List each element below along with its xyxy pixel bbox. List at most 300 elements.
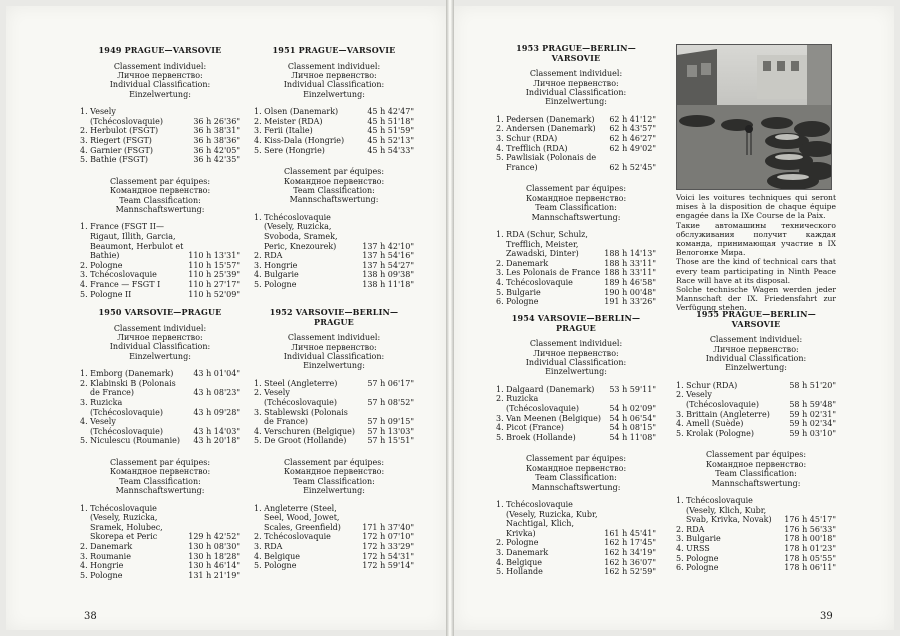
ranking-row <box>80 155 240 165</box>
entrant-name: 2. Tchécoslovaquie <box>254 532 331 542</box>
finish-time: 57 h 15'51" <box>367 436 414 446</box>
race-title: 1951 PRAGUE—VARSOVIE <box>272 45 396 55</box>
entrant-name: 2. Danemark <box>496 258 549 268</box>
ranking-row <box>496 500 656 538</box>
header-line: Individual Classification: <box>283 80 385 90</box>
entrant-name: 1. RDA (Schur, Schulz, Trefflich, Meister, Zawadski, Dinter) <box>496 230 588 259</box>
finish-time: 130 h 18'28" <box>188 551 240 561</box>
race-block-1954 <box>496 314 656 577</box>
entrant-name: 1. Angleterre (Steel, Seel, Wood, Jowet, Scales, Greenfield) <box>254 503 341 532</box>
finish-time: 110 h 27'17" <box>188 279 240 289</box>
finish-time: 162 h 36'07" <box>604 557 656 567</box>
ranking-row <box>80 290 240 300</box>
finish-time: 138 h 11'18" <box>362 279 414 289</box>
entrant-name: 5. Pologne <box>254 279 297 289</box>
race-block-1953 <box>496 44 656 307</box>
header-line: Einzelwertung: <box>545 367 607 377</box>
header-line: Einzelwertung: <box>129 351 191 361</box>
entrant-name: 3. Ruzicka (Tchécoslovaquie) <box>80 398 163 417</box>
finish-time: 58 h 51'20" <box>789 380 836 390</box>
team-header <box>254 167 414 205</box>
header-line: Командное первенство: <box>109 467 211 477</box>
finish-time: 190 h 00'48" <box>604 287 656 297</box>
entrant-name: 4. Hongrie <box>80 561 124 571</box>
ranking-row <box>80 107 240 126</box>
entrant-name: 4. Bulgarie <box>254 270 299 280</box>
individual-ranking <box>80 107 240 165</box>
finish-time: 43 h 09'28" <box>193 407 240 417</box>
ranking-row <box>80 136 240 146</box>
entrant-name: 3. Tchécoslovaquie <box>80 270 157 280</box>
finish-time: 58 h 59'48" <box>789 400 836 409</box>
finish-time: 57 h 08'52" <box>367 398 414 407</box>
race-block-1950 <box>80 308 240 580</box>
individual-header <box>496 69 656 107</box>
individual-header <box>80 62 240 100</box>
header-line: Командное первенство: <box>525 193 627 203</box>
finish-time: 62 h 49'02" <box>609 143 656 153</box>
finish-time: 178 h 05'55" <box>784 553 836 563</box>
page-number-left: 38 <box>84 611 97 622</box>
ranking-row <box>496 268 656 278</box>
ranking-row <box>254 126 414 136</box>
ranking-row <box>254 251 414 261</box>
header-line: Classement individuel: <box>287 61 381 71</box>
ranking-row <box>80 398 240 417</box>
finish-time: 188 h 33'11" <box>604 268 656 278</box>
finish-time: 162 h 34'19" <box>604 547 656 557</box>
ranking-row <box>254 542 414 552</box>
entrant-name: 1. Tchécoslovaquie (Vesely, Ruzicka, Svoboda, Sramek, Peric, Knezourek) <box>254 212 338 251</box>
finish-time: 62 h 52'45" <box>609 162 656 172</box>
ranking-row <box>254 504 414 533</box>
finish-time: 110 h 25'39" <box>188 270 240 280</box>
race-title: 1952 VARSOVIE—BERLIN—PRAGUE <box>269 307 399 327</box>
header-line: Classement individuel: <box>529 339 623 349</box>
finish-time: 57 h 13'03" <box>367 426 414 436</box>
ranking-row <box>496 134 656 144</box>
ranking-row <box>254 270 414 280</box>
race-title: 1949 PRAGUE—VARSOVIE <box>98 45 222 55</box>
header-line: Individual Classification: <box>705 354 807 363</box>
finish-time: 178 h 00'18" <box>784 534 836 544</box>
individual-ranking <box>254 107 414 155</box>
finish-time: 172 h 54'31" <box>362 551 414 561</box>
ranking-row <box>254 436 414 446</box>
entrant-name: 5. Bathie (FSGT) <box>80 155 149 165</box>
entrant-name: 3. Stablewski (Polonais de France) <box>254 407 348 427</box>
header-line: Mannschaftswertung: <box>115 486 205 496</box>
header-line: Mannschaftswertung: <box>531 212 621 222</box>
entrant-name: 1. Emborg (Danemark) <box>80 369 174 379</box>
finish-time: 161 h 45'41" <box>604 528 656 538</box>
individual-header <box>254 333 414 371</box>
ranking-row <box>80 126 240 136</box>
ranking-row <box>676 381 836 391</box>
header-line: Classement par équipes: <box>283 167 385 177</box>
header-line: Classement individuel: <box>529 69 623 79</box>
finish-time: 131 h 21'19" <box>188 570 240 580</box>
ranking-row <box>496 433 656 443</box>
ranking-row <box>254 261 414 271</box>
race-block-1949 <box>80 46 240 299</box>
ranking-row <box>496 115 656 125</box>
header-line: Classement par équipes: <box>525 454 627 464</box>
header-line: Individual Classification: <box>525 358 627 367</box>
individual-ranking <box>496 385 656 443</box>
ranking-row <box>676 544 836 554</box>
ranking-row <box>496 124 656 134</box>
ranking-row <box>676 419 836 429</box>
team-ranking <box>80 504 240 581</box>
entrant-name: 2. Klabinski B (Polonais de France) <box>80 378 176 398</box>
technical-cars-photo <box>676 44 832 190</box>
finish-time: 54 h 02'09" <box>609 404 656 413</box>
ranking-row <box>80 261 240 271</box>
ranking-row <box>254 561 414 571</box>
finish-time: 59 h 03'10" <box>789 428 836 438</box>
finish-time: 188 h 14'13" <box>604 249 656 259</box>
race-title: 1950 VARSOVIE—PRAGUE <box>98 307 222 317</box>
finish-time: 110 h 15'57" <box>188 260 240 270</box>
entrant-name: 2. Vesely (Tchécoslovaquie) <box>254 388 337 407</box>
header-line: Личное первенство: <box>117 333 203 342</box>
caption-fr: Voici les voitures techniques qui seront mises à la disposition de chaque équipe engagée dans la IXe Course de la Paix. <box>676 193 836 221</box>
header-line: Mannschaftswertung: <box>115 205 205 214</box>
ranking-row <box>254 280 414 290</box>
entrant-name: 3. Danemark <box>496 547 549 557</box>
header-line: Individual Classification: <box>109 80 211 90</box>
entrant-name: 2. RDA <box>254 251 283 261</box>
entrant-name: 4. Vesely (Tchécoslovaquie) <box>80 417 163 436</box>
photo-image <box>677 45 831 189</box>
individual-header <box>676 335 836 373</box>
header-line: Classement par équipes: <box>109 457 211 467</box>
ranking-row <box>80 571 240 581</box>
ranking-row <box>254 388 414 407</box>
ranking-row <box>676 410 836 420</box>
header-line: Личное первенство: <box>291 342 377 352</box>
header-line: Личное первенство: <box>291 71 377 80</box>
finish-time: 172 h 33'29" <box>362 541 414 551</box>
entrant-name: 4. Verschuren (Belgique) <box>254 426 356 436</box>
finish-time: 45 h 42'47" <box>367 107 414 117</box>
team-ranking <box>496 500 656 577</box>
ranking-row <box>496 297 656 307</box>
ranking-row <box>254 408 414 427</box>
finish-time: 137 h 54'27" <box>362 260 414 270</box>
entrant-name: 4. Trefflich (RDA) <box>496 143 568 153</box>
entrant-name: 3. Brittain (Angleterre) <box>676 409 770 419</box>
entrant-name: 1. Dalgaard (Danemark) <box>496 384 595 394</box>
ranking-row <box>676 554 836 564</box>
book-gutter <box>446 0 454 636</box>
header-line: Team Classification: <box>293 476 375 486</box>
entrant-name: 3. Les Polonais de France <box>496 268 601 278</box>
team-ranking <box>254 213 414 290</box>
header-line: Einzelwertung: <box>303 486 365 496</box>
finish-time: 53 h 59'11" <box>609 384 656 394</box>
race-block-1955 <box>676 310 836 573</box>
entrant-name: 5. Krolak (Pologne) <box>676 428 755 438</box>
header-line: Individual Classification: <box>525 88 627 97</box>
team-header <box>80 177 240 215</box>
team-header <box>496 184 656 222</box>
caption-ru: Такие автомашины технического обслуживания получит каждая команда, принимающая участие в IX Велогонке Мира. <box>676 220 836 258</box>
finish-time: 171 h 37'40" <box>362 522 414 532</box>
entrant-name: 3. RDA <box>254 541 283 551</box>
header-line: Classement individuel: <box>287 333 381 343</box>
entrant-name: 2. Andersen (Danemark) <box>496 124 596 134</box>
entrant-name: 3. Schur (RDA) <box>496 134 558 143</box>
finish-time: 45 h 51'18" <box>367 116 414 126</box>
finish-time: 45 h 54'33" <box>367 145 414 155</box>
finish-time: 129 h 42'52" <box>188 532 240 542</box>
finish-time: 36 h 42'05" <box>193 145 240 155</box>
ranking-row <box>496 259 656 269</box>
finish-time: 191 h 33'26" <box>604 297 656 307</box>
ranking-row <box>496 394 656 413</box>
header-line: Mannschaftswertung: <box>531 482 621 492</box>
entrant-name: 2. Meister (RDA) <box>254 116 323 126</box>
ranking-row <box>496 414 656 424</box>
finish-time: 62 h 41'12" <box>609 114 656 124</box>
finish-time: 172 h 59'14" <box>362 561 414 571</box>
finish-time: 59 h 02'31" <box>789 409 836 419</box>
ranking-row <box>80 270 240 280</box>
ranking-row <box>80 561 240 571</box>
header-line: Classement individuel: <box>113 61 207 71</box>
finish-time: 43 h 08'23" <box>193 388 240 398</box>
entrant-name: 2. Pologne <box>80 260 123 270</box>
entrant-name: 4. Picot (France) <box>496 423 564 433</box>
race-title: 1954 VARSOVIE—BERLIN—PRAGUE <box>511 313 641 333</box>
photo-caption <box>676 193 836 313</box>
finish-time: 137 h 42'10" <box>362 241 414 251</box>
header-line: Einzelwertung: <box>725 363 787 373</box>
ranking-row <box>254 107 414 117</box>
entrant-name: 4. Amell (Suède) <box>676 419 744 429</box>
header-line: Individual Classification: <box>283 352 385 361</box>
finish-time: 110 h 13'31" <box>188 251 240 261</box>
entrant-name: 1. France (FSGT II—Rigaut, Illith, Garcia, Beaumont, Herbulot et Bathie) <box>80 222 184 261</box>
individual-header <box>80 324 240 362</box>
entrant-name: 2. Pologne <box>496 538 539 548</box>
entrant-name: 2. Ruzicka (Tchécoslovaquie) <box>496 394 579 413</box>
header-line: Mannschaftswertung: <box>289 195 379 205</box>
team-header <box>80 458 240 496</box>
header-line: Team Classification: <box>293 186 375 195</box>
ranking-row <box>496 567 656 577</box>
entrant-name: 6. Pologne <box>676 563 719 573</box>
entrant-name: 3. Roumanie <box>80 551 131 561</box>
finish-time: 172 h 07'10" <box>362 532 414 542</box>
entrant-name: 5. Bulgarie <box>496 287 541 297</box>
entrant-name: 1. Olsen (Danemark) <box>254 107 339 117</box>
ranking-row <box>80 146 240 156</box>
team-ranking <box>496 230 656 307</box>
entrant-name: 5. De Groot (Hollande) <box>254 436 347 446</box>
individual-ranking <box>496 115 656 173</box>
finish-time: 62 h 43'57" <box>609 124 656 134</box>
ranking-row <box>254 117 414 127</box>
finish-time: 62 h 46'27" <box>609 134 656 143</box>
entrant-name: 2. Danemark <box>80 541 133 551</box>
finish-time: 188 h 33'11" <box>604 258 656 268</box>
ranking-row <box>254 146 414 156</box>
ranking-row <box>254 552 414 562</box>
entrant-name: 2. RDA <box>676 524 705 534</box>
header-line: Team Classification: <box>119 476 201 486</box>
header-line: Командное первенство: <box>283 467 385 477</box>
race-block-1952 <box>254 308 414 571</box>
finish-time: 45 h 52'13" <box>367 136 414 145</box>
entrant-name: 1. Steel (Angleterre) <box>254 378 338 388</box>
finish-time: 36 h 26'36" <box>193 116 240 126</box>
finish-time: 176 h 45'17" <box>784 515 836 525</box>
ranking-row <box>496 558 656 568</box>
entrant-name: 4. URSS <box>676 543 710 553</box>
entrant-name: 5. Sere (Hongrie) <box>254 145 325 155</box>
ranking-row <box>80 379 240 398</box>
finish-time: 43 h 01'04" <box>193 369 240 379</box>
ranking-row <box>80 436 240 446</box>
ranking-row <box>80 417 240 436</box>
header-line: Личное первенство: <box>117 71 203 80</box>
entrant-name: 4. Kiss-Dala (Hongrie) <box>254 136 345 145</box>
entrant-name: 5. Pawlisiak (Polonais de France) <box>496 153 597 172</box>
header-line: Личное первенство: <box>533 348 619 358</box>
ranking-row <box>80 280 240 290</box>
header-line: Classement par équipes: <box>109 176 211 186</box>
ranking-row <box>676 429 836 439</box>
caption-de: Solche technische Wagen werden jeder Mannschaft der IX. Friedensfahrt zur Verfügung stehen. <box>676 285 836 313</box>
header-line: Team Classification: <box>715 469 797 479</box>
entrant-name: 1. Tchécoslovaquie (Vesely, Ruzicka, Sramek, Holubec, Skorepa et Peric <box>80 503 163 542</box>
entrant-name: 4. Garnier (FSGT) <box>80 145 153 155</box>
finish-time: 54 h 06'54" <box>609 413 656 423</box>
ranking-row <box>676 390 836 409</box>
ranking-row <box>496 144 656 154</box>
ranking-row <box>496 288 656 298</box>
header-line: Classement individuel: <box>709 335 803 345</box>
entrant-name: 3. Bulgarie <box>676 534 721 544</box>
ranking-row <box>676 525 836 535</box>
entrant-name: 1. Tchécoslovaquie (Vesely, Klich, Kubr, Svab, Krivka, Novak) <box>676 496 772 525</box>
finish-time: 59 h 02'34" <box>789 419 836 429</box>
finish-time: 43 h 14'03" <box>193 426 240 436</box>
entrant-name: 1. Schur (RDA) <box>676 380 738 390</box>
ranking-row <box>496 538 656 548</box>
ranking-row <box>254 532 414 542</box>
finish-time: 189 h 46'58" <box>604 277 656 287</box>
header-line: Командное первенство: <box>109 186 211 196</box>
entrant-name: 3. Van Meenen (Belgique) <box>496 413 602 423</box>
header-line: Team Classification: <box>535 203 617 213</box>
race-title: 1955 PRAGUE—BERLIN—VARSOVIE <box>696 309 816 329</box>
entrant-name: 5. Broek (Hollande) <box>496 432 576 442</box>
finish-time: 130 h 08'30" <box>188 541 240 551</box>
team-ranking <box>676 496 836 573</box>
entrant-name: 5. Pologne <box>676 553 719 563</box>
ranking-row <box>80 552 240 562</box>
individual-ranking <box>254 379 414 446</box>
finish-time: 36 h 38'36" <box>193 136 240 145</box>
entrant-name: 4. Tchécoslovaquie <box>496 277 573 287</box>
finish-time: 45 h 51'59" <box>367 126 414 136</box>
finish-time: 178 h 01'23" <box>784 543 836 553</box>
header-line: Individual Classification: <box>109 342 211 352</box>
ranking-row <box>254 427 414 437</box>
caption-en: Those are the kind of technical cars that every team participating in Ninth Peace Race will have at its disposal. <box>676 257 836 285</box>
team-header <box>496 454 656 492</box>
ranking-row <box>496 548 656 558</box>
individual-ranking <box>676 381 836 439</box>
page-number-right: 39 <box>820 611 833 622</box>
ranking-row <box>676 534 836 544</box>
team-ranking <box>80 222 240 299</box>
ranking-row <box>496 385 656 395</box>
entrant-name: 5. Pologne <box>80 570 123 580</box>
ranking-row <box>254 213 414 251</box>
team-header <box>676 450 836 488</box>
header-line: Mannschaftswertung: <box>711 478 801 488</box>
header-line: Classement par équipes: <box>283 457 385 467</box>
individual-ranking <box>80 369 240 446</box>
header-line: Team Classification: <box>119 195 201 205</box>
ranking-row <box>254 136 414 146</box>
finish-time: 43 h 20'18" <box>193 436 240 446</box>
finish-time: 57 h 09'15" <box>367 417 414 427</box>
finish-time: 137 h 54'16" <box>362 251 414 261</box>
entrant-name: 5. Niculescu (Roumanie) <box>80 436 180 446</box>
finish-time: 162 h 52'59" <box>604 567 656 577</box>
individual-header <box>496 339 656 377</box>
header-line: Team Classification: <box>535 473 617 483</box>
header-line: Classement par équipes: <box>705 450 807 460</box>
ranking-row <box>80 369 240 379</box>
race-title: 1953 PRAGUE—BERLIN—VARSOVIE <box>516 43 636 63</box>
header-line: Einzelwertung: <box>129 89 191 99</box>
entrant-name: 4. Belgique <box>496 557 543 567</box>
ranking-row <box>496 230 656 259</box>
entrant-name: 4. Belgique <box>254 551 301 561</box>
entrant-name: 5. Pologne II <box>80 289 132 299</box>
ranking-row <box>80 504 240 542</box>
header-line: Командное первенство: <box>283 176 385 186</box>
header-line: Командное первенство: <box>525 463 627 473</box>
finish-time: 36 h 42'35" <box>193 155 240 165</box>
ranking-row <box>80 222 240 260</box>
entrant-name: 3. Hongrie <box>254 260 298 270</box>
header-line: Einzelwertung: <box>545 97 607 107</box>
ranking-row <box>676 563 836 573</box>
finish-time: 54 h 11'08" <box>609 432 656 442</box>
ranking-row <box>496 153 656 172</box>
header-line: Einzelwertung: <box>303 89 365 99</box>
entrant-name: 4. France — FSGT I <box>80 279 161 289</box>
header-line: Личное первенство: <box>533 78 619 88</box>
finish-time: 130 h 46'14" <box>188 561 240 571</box>
entrant-name: 1. Tchécoslovaquie (Vesely, Ruzicka, Kubr, Nachtigal, Klich, Krivka) <box>496 500 598 538</box>
entrant-name: 5. Pologne <box>254 561 297 571</box>
entrant-name: 3. Riegert (FSGT) <box>80 136 152 145</box>
team-ranking <box>254 504 414 571</box>
entrant-name: 5. Hollande <box>496 567 543 577</box>
header-line: Classement par équipes: <box>525 184 627 194</box>
team-header <box>254 458 414 496</box>
finish-time: 36 h 38'31" <box>193 126 240 136</box>
